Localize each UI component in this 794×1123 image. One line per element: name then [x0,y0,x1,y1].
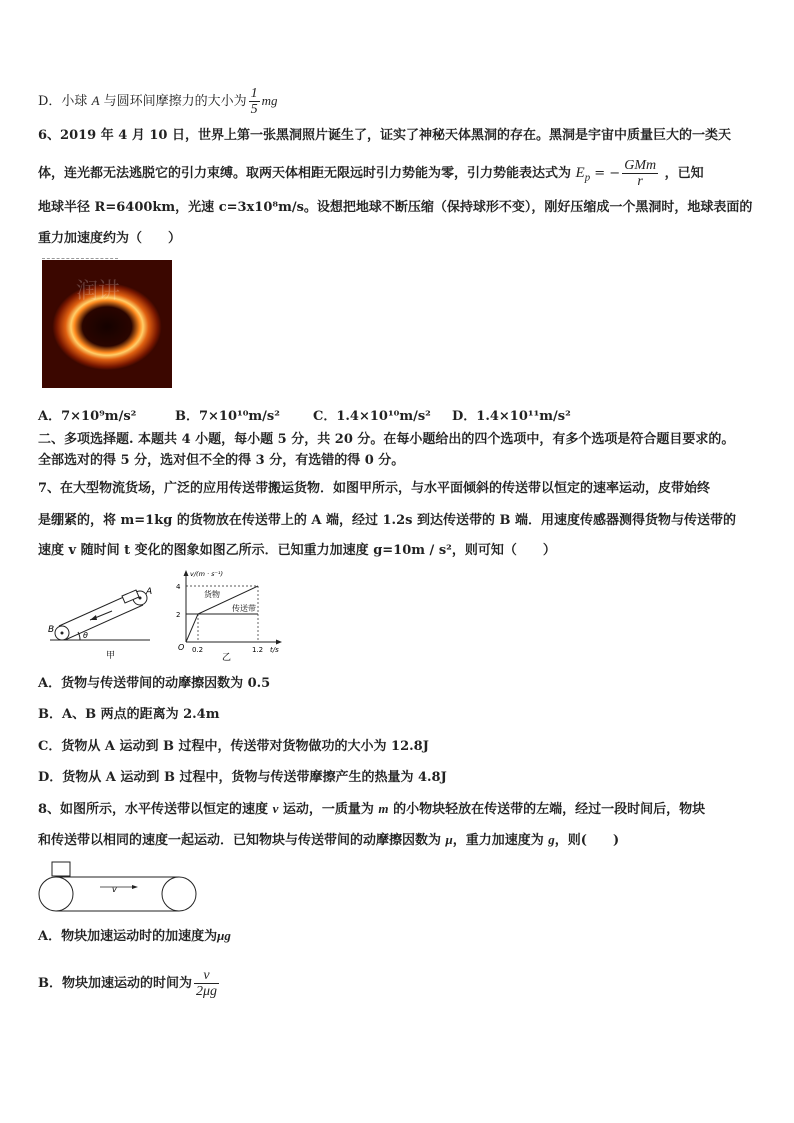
option-b-fraction: $\frac{v}{2\mu g}$ [196,968,218,999]
pulley-left [39,877,73,911]
section2-line1: 二、多项选择题. 本题共 4 小题，每小题 5 分，共 20 分。在每小题给出的四个选项中，有多个选项是符合题目要求的。 [38,432,735,447]
caption-jia: 甲 [106,651,116,660]
q7-option-d[interactable]: D．货物从 A 运动到 B 过程中，货物与传送带摩擦产生的热量为 4.8J [38,770,447,785]
q8-option-b[interactable]: B．物块加速运动的时间为 $\frac{v}{2\mu g}$ [38,968,218,999]
pulley-right [162,877,196,911]
pulley-b-axle [61,632,64,635]
figure-conveyor-incline [40,580,170,660]
q6-option-b[interactable]: B．7×10¹⁰m/s² [175,409,280,424]
x-tick-label: 0.2 [192,646,204,654]
q6-line2: 体，连光都无法逃脱它的引力束缚。取两天体相距无限远时引力势能为零，引力势能表达式为 $E_p$ = − $\frac{\text{GMm}}{r}$ ，已知 [38,158,704,189]
x-axis-label: t/s [270,646,279,654]
q8-option-a[interactable]: A．物块加速运动时的加速度为μg [38,928,231,944]
q6-line4: 重力加速度约为（ ） [38,231,182,246]
q8-line2: 和传送带以相同的速度一起运动．已知物块与传送带间的动摩擦因数为 μ，重力加速度为 g，则( ) [38,832,620,848]
y-axis-arrow [184,570,189,576]
watermark: 润讲 [76,279,121,304]
section2-line2: 全部选对的得 5 分，选对但不全的得 3 分，有选错的得 0 分。 [38,453,405,468]
q6-option-d[interactable]: D．1.4×10¹¹m/s² [452,409,571,424]
belt-bottom [65,605,143,640]
label-b: B [48,625,55,635]
q7-option-a[interactable]: A．货物与传送带间的动摩擦因数为 0.5 [38,676,271,691]
block [52,862,70,876]
series-label-belt: 传送带 [232,604,256,613]
image-dashed-top [42,258,118,259]
x-axis-arrow [276,640,282,645]
q7-option-b[interactable]: B．A、B 两点的距离为 2.4m [38,707,220,722]
q7-line2: 是绷紧的，将 m=1kg 的货物放在传送带上的 A 端，经过 1.2s 到达传送带的 B 端．用速度传感器测得货物与传送带的 [38,513,737,528]
series-label-cargo: 货物 [204,590,220,599]
q8-line1: 8、如图所示，水平传送带以恒定的速度 v 运动，一质量为 m 的小物块轻放在传送带的左端，经过一段时间后，物块 [38,801,706,817]
y-tick-label: 4 [176,583,181,591]
figure-conveyor-horizontal [36,858,201,916]
caption-yi: 乙 [222,653,232,661]
black-hole-image [42,260,172,388]
q5-option-d: D．小球 A 与圆环间摩擦力的大小为 $\frac{1}{5}$ mg [38,86,278,117]
q6-line3: 地球半径 R=6400km，光速 c=3x10⁸m/s。设想把地球不断压缩（保持球形不变），刚好压缩成一个黑洞时，地球表面的 [38,200,753,215]
motion-arrow-head [90,615,97,620]
q6-option-c[interactable]: C．1.4×10¹⁰m/s² [313,409,431,424]
fraction: $\frac{1}{5}$ [250,86,258,117]
origin-label: O [178,643,185,652]
q6-line1: 6、2019 年 4 月 10 日，世界上第一张黑洞照片诞生了，证实了神秘天体黑洞的存在。黑洞是宇宙中质量巨大的一类天 [38,128,731,143]
x-tick-label: 1.2 [252,646,264,654]
q7-line3: 速度 v 随时间 t 变化的图象如图乙所示．已知重力加速度 g=10m / s²，则可知（ ） [38,543,556,558]
q7-line1: 7、在大型物流货场，广泛的应用传送带搬运货物．如图甲所示，与水平面倾斜的传送带以恒定的速率运动，皮带始终 [38,481,711,496]
velocity-label: v [112,885,117,894]
q7-option-c[interactable]: C．货物从 A 运动到 B 过程中，传送带对货物做功的大小为 12.8J [38,739,429,754]
y-axis-label: v/(m · s⁻¹) [190,570,224,578]
figure-vt-graph [170,566,290,661]
label-a: A [146,587,153,597]
velocity-arrow-head [132,885,138,889]
formula-fraction: $\frac{\text{GMm}}{r}$ [624,158,657,189]
label-theta: θ [83,631,88,640]
q6-option-a[interactable]: A．7×10⁹m/s² [38,409,137,424]
y-tick-label: 2 [176,611,181,619]
